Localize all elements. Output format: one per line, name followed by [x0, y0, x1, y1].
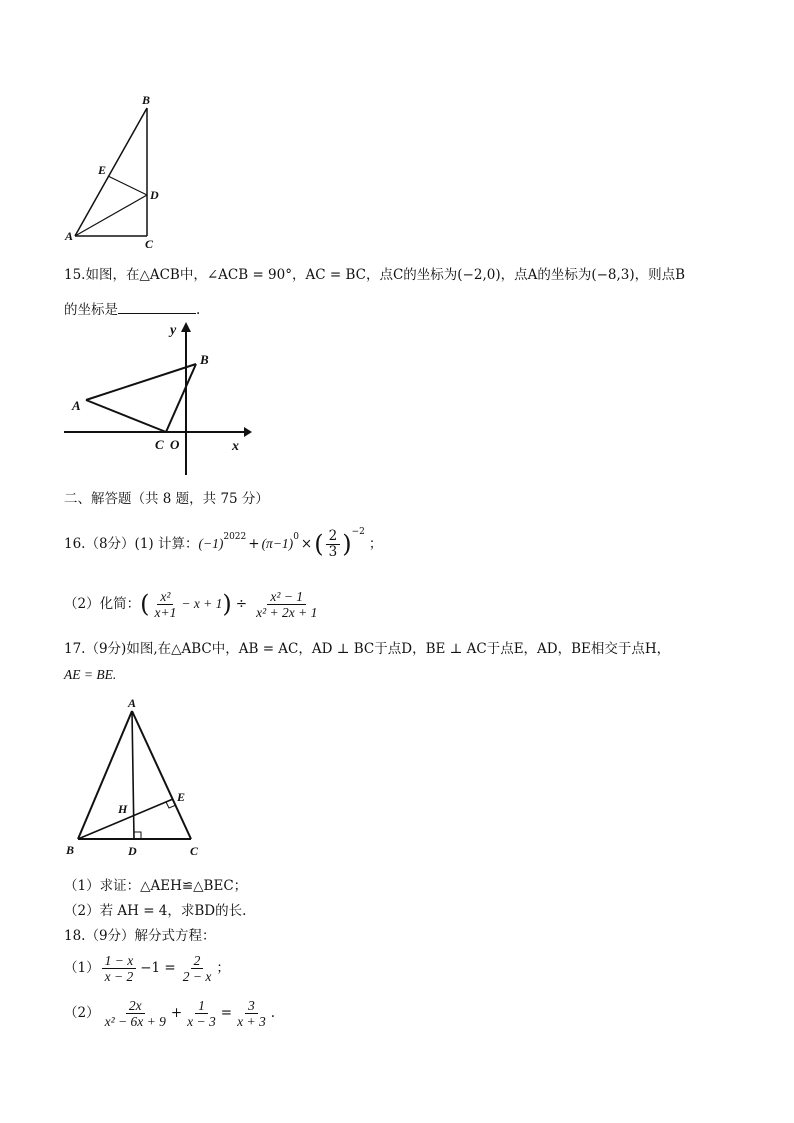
q16-times: ×	[300, 536, 313, 552]
q16-mid: − x + 1	[181, 596, 223, 611]
frac-den: x − 2	[104, 968, 134, 984]
label-B: B	[200, 352, 209, 367]
label-E: E	[177, 790, 186, 804]
frac-den: x + 3	[237, 1013, 266, 1029]
q16-frac-a	[151, 589, 179, 620]
q16-fraction	[326, 529, 341, 560]
q16-base2: (π−1)	[261, 536, 294, 551]
q18-title: 18.（9分）解分式方程：	[64, 928, 216, 944]
frac-num: 1 − x	[102, 953, 137, 969]
label-x: x	[232, 439, 239, 454]
q14-triangle-figure	[60, 90, 170, 250]
q16-part2: （2）化简： ( $\frac{\text{x²}}{x+1}$ − x + 1 ) ÷ $\frac{\text{x² − 1}}{\text{x² + 2x + 1}}$	[64, 586, 322, 622]
q15-coordinate-figure	[62, 320, 252, 480]
q18-p2-end: .	[270, 1005, 275, 1021]
label-A: A	[65, 229, 74, 243]
q16-end: ；	[368, 536, 383, 552]
q18-p1-frac-a	[102, 953, 137, 984]
q18-part1	[64, 950, 230, 986]
frac-num: 3	[245, 998, 258, 1014]
frac-num: 1	[195, 998, 208, 1014]
q18-p2-eq: =	[220, 1005, 233, 1021]
label-H: H	[118, 802, 128, 816]
q18-p1-minus1: −1 =	[140, 960, 176, 976]
q15-line2-prefix: 的坐标是	[64, 302, 118, 318]
label-E: E	[98, 163, 107, 177]
q16-div: ÷	[235, 596, 248, 612]
q15-line2	[64, 301, 200, 318]
label-B: B	[142, 93, 151, 107]
q17-line2: AE = BE.	[64, 667, 117, 682]
q18-p2-label: （2）	[64, 1005, 100, 1021]
label-C: C	[155, 437, 164, 452]
q16-part2-prefix: （2）化简：	[64, 596, 141, 612]
frac-num: 2	[191, 953, 204, 969]
frac-den: x² + 2x + 1	[256, 604, 318, 620]
q16-exp1: 2022	[223, 532, 247, 542]
answer-blank	[118, 301, 196, 314]
q16-part1-prefix: 16.（8分）(1) 计算：	[64, 536, 199, 552]
frac-den: x² − 6x + 9	[104, 1013, 166, 1029]
q18-part2	[64, 995, 275, 1031]
frac-den: x − 3	[187, 1013, 216, 1029]
q18-p2-frac-b	[184, 998, 219, 1029]
label-D: D	[150, 188, 159, 202]
q16-exp3: −2	[351, 527, 365, 537]
label-A: A	[128, 696, 137, 710]
q17-triangle-figure	[62, 695, 212, 865]
q16-base1: (−1)	[198, 536, 224, 551]
label-B: B	[66, 843, 75, 857]
label-O: O	[170, 437, 180, 452]
frac-num: x² − 1	[267, 589, 306, 605]
label-C: C	[145, 237, 154, 250]
q18-p2-frac-a	[102, 998, 169, 1029]
q15-line1: 15.如图，在△ACB中，∠ACB = 90°，AC = BC，点C的坐标为(−2,0)，点A的坐标为(−8,3)，则点B	[64, 267, 686, 283]
q16-part1: 16.（8分）(1) 计算： (−1) $^{2022}$ + (π−1) $^0$ × ( $\frac{2}{3}$ ) $^{-2}$ ；	[64, 526, 382, 562]
q16-exp2: 0	[293, 532, 299, 542]
frac-num: 2	[326, 529, 341, 545]
label-y: y	[170, 323, 177, 338]
q16-frac-b	[253, 589, 320, 620]
frac-num: 2x	[126, 998, 145, 1014]
q18-p1-frac-b	[180, 953, 215, 984]
q18-p1-end: ；	[216, 960, 230, 976]
frac-den: 2 − x	[182, 968, 212, 984]
frac-den: 3	[328, 543, 338, 560]
q16-plus: +	[248, 536, 260, 552]
frac-num: x²	[157, 589, 173, 605]
q18-p2-frac-c	[234, 998, 269, 1029]
q18-p2-plus: +	[170, 1005, 183, 1021]
section-heading: 二、解答题（共 8 题，共 75 分）	[64, 491, 269, 507]
label-C: C	[190, 844, 199, 858]
q17-line1: 17.（9分)如图,在△ABC中，AB = AC，AD ⊥ BC于点D，BE ⊥ AC于点E，AD，BE相交于点H，	[64, 641, 671, 657]
q15-line2-suffix: .	[196, 302, 201, 318]
q18-p1-label: （1）	[64, 960, 100, 976]
q17-sub2: （2）若 AH = 4，求BD的长.	[64, 903, 247, 919]
label-D: D	[128, 844, 137, 858]
frac-den: x+1	[154, 604, 177, 620]
label-A: A	[72, 398, 81, 413]
q17-sub1: （1）求证：△AEH≌△BEC；	[64, 878, 248, 894]
